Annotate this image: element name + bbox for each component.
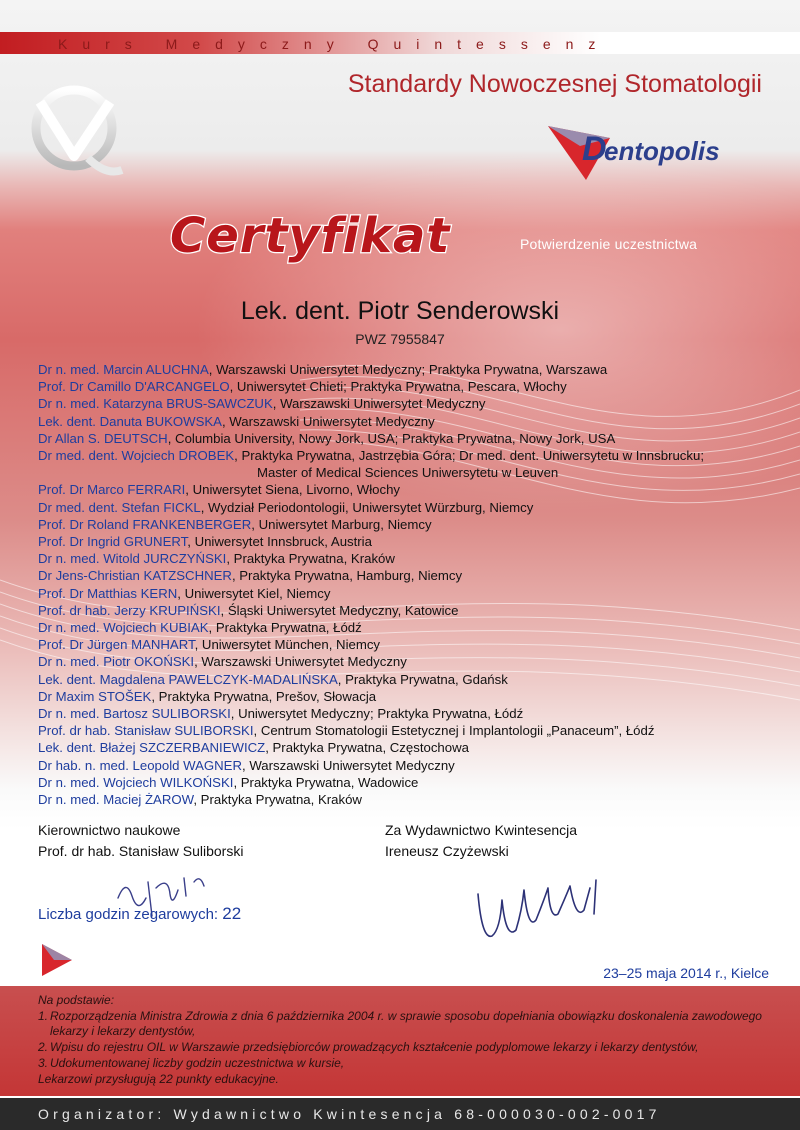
lecturer-affiliation: , Praktyka Prywatna, Częstochowa	[265, 740, 469, 756]
lecturer-affiliation: , Warszawski Uniwersytet Medyczny	[242, 757, 455, 773]
lecturer-item	[38, 499, 788, 516]
lecturer-affiliation: , Praktyka Prywatna, Wadowice	[233, 774, 419, 790]
hours-label: Liczba godzin zegarowych:	[38, 906, 219, 923]
lecturer-affiliation: , Uniwersytet Chieti; Praktyka Prywatna, Pescara, Włochy	[229, 379, 567, 395]
scientific-director-name: Prof. dr hab. Stanisław Suliborski	[38, 843, 244, 859]
program-title: Standardy Nowoczesnej Stomatologii	[347, 70, 762, 98]
lecturer-item	[38, 636, 788, 653]
lecturer-affiliation: , Uniwersytet Kiel, Niemcy	[177, 585, 331, 601]
legal-basis-item	[38, 1040, 768, 1056]
lecturer-item	[38, 550, 788, 567]
lecturer-affiliation: , Warszawski Uniwersytet Medyczny	[221, 413, 435, 429]
legal-basis-item	[38, 1056, 768, 1072]
lecturer-affiliation: , Warszawski Uniwersytet Medyczny	[194, 654, 407, 670]
lecturer-affiliation: , Śląski Uniwersytet Medyczny, Katowice	[220, 602, 459, 618]
lecturer-title: Dr n. med. Piotr OKOŃSKI	[38, 654, 195, 670]
lecturer-item	[38, 533, 788, 550]
dentopolis-initial: D	[582, 130, 607, 168]
lecturer-title: Dr n. med. Bartosz SULIBORSKI	[38, 706, 231, 722]
legal-basis-list	[38, 1009, 768, 1072]
lecturer-item	[38, 602, 788, 619]
lecturer-item	[38, 585, 788, 602]
lecturer-affiliation: , Praktyka Prywatna, Gdańsk	[337, 671, 508, 687]
lecturer-affiliation: , Praktyka Prywatna, Kraków	[193, 792, 362, 808]
legal-basis-number: 3.	[38, 1055, 49, 1070]
lecturer-title: Prof. dr hab. Stanisław SULIBORSKI	[38, 723, 254, 739]
lecturer-affiliation: , Praktyka Prywatna, Hamburg, Niemcy	[231, 568, 463, 584]
lecturer-item	[38, 395, 788, 412]
lecturer-item	[38, 430, 788, 447]
legal-basis	[38, 993, 768, 1087]
lecturer-title: Dr n. med. Maciej ŻAROW	[38, 792, 194, 808]
lecturer-affiliation: , Uniwersytet München, Niemcy	[194, 637, 381, 653]
lecturer-title: Prof. Dr Camillo D'ARCANGELO	[38, 379, 230, 395]
lecturer-title: Dr n. med. Witold JURCZYŃSKI	[38, 551, 227, 567]
legal-basis-number: 2.	[38, 1040, 49, 1055]
dentopolis-logo-icon	[540, 120, 765, 190]
lecturer-title: Dr n. med. Marcin ALUCHNA	[38, 362, 209, 377]
lecturer-item	[38, 567, 788, 584]
signature-publisher	[472, 870, 622, 950]
lecturer-item	[38, 413, 788, 430]
date-and-place: 23–25 maja 2014 r., Kielce	[603, 965, 769, 981]
legal-basis-item	[38, 1009, 768, 1040]
lecturer-affiliation-continued: Master of Medical Sciences Uniwersytetu w Leuven	[257, 465, 559, 481]
lecturer-affiliation: , Uniwersytet Marburg, Niemcy	[251, 516, 432, 532]
lecturer-title: Lek. dent. Magdalena PAWELCZYK-MADALIŃSKA	[38, 671, 338, 687]
lecturer-title: Dr Jens-Christian KATZSCHNER	[38, 568, 232, 584]
lecturer-item	[38, 653, 788, 670]
lecturer-affiliation: , Praktyka Prywatna, Łódź	[208, 620, 362, 636]
lecturer-title: Prof. Dr Matthias KERN	[38, 585, 178, 601]
organizer-footer: Organizator: Wydawnictwo Kwintesencja 68-000030-002-0017	[38, 1106, 661, 1122]
publisher-name: Ireneusz Czyżewski	[385, 843, 509, 859]
lecturer-item	[38, 688, 788, 705]
lecturer-title: Dr n. med. Wojciech KUBIAK	[38, 620, 209, 636]
lecturer-affiliation: , Wydział Periodontologii, Uniwersytet Würzburg, Niemcy	[200, 499, 534, 515]
legal-basis-heading: Na podstawie:	[38, 993, 115, 1007]
lecturer-item	[38, 516, 788, 533]
legal-basis-number: 1.	[38, 1008, 49, 1023]
lecturer-affiliation: , Warszawski Uniwersytet Medyczny; Praktyka Prywatna, Warszawa	[208, 362, 608, 377]
lecturer-affiliation: , Praktyka Prywatna, Kraków	[226, 551, 395, 567]
lecturer-title: Prof. Dr Marco FERRARI	[38, 482, 186, 498]
dentopolis-wordmark: entopolis	[604, 136, 720, 166]
certificate-heading-text: Certyfikat	[170, 208, 451, 264]
certificate-heading	[166, 200, 518, 270]
lecturer-item	[38, 791, 788, 808]
lecturer-item	[38, 739, 788, 756]
lecturer-item	[38, 757, 788, 774]
lecturer-title: Prof. Dr Jürgen MANHART	[38, 637, 195, 653]
lecturer-item	[38, 774, 788, 791]
lecturer-title: Dr Allan S. DEUTSCH	[38, 430, 168, 446]
lecturer-title: Dr hab. n. med. Leopold WAGNER	[38, 757, 243, 773]
lecturer-title: Dr n. med. Wojciech WILKOŃSKI	[38, 774, 234, 790]
lecturer-title: Prof. Dr Ingrid GRUNERT	[38, 534, 188, 550]
lecturer-item	[38, 619, 788, 636]
arrow-icon	[38, 940, 76, 980]
legal-basis-text: Udokumentowanej liczby godzin uczestnictwa w kursie,	[50, 1055, 345, 1070]
lecturer-item	[38, 361, 788, 378]
lecturer-item	[38, 722, 788, 739]
scientific-director-label: Kierownictwo naukowe	[38, 822, 181, 838]
lecturer-title: Dr med. dent. Wojciech DROBEK	[38, 448, 235, 464]
lecturer-item	[38, 481, 788, 498]
lecturer-title: Dr n. med. Katarzyna BRUS-SAWCZUK	[38, 396, 273, 412]
lecturer-affiliation: , Praktyka Prywatna, Jastrzębia Góra; Dr med. dent. Uniwersytetu w Innsbrucku;	[234, 448, 704, 464]
lecturer-item	[38, 705, 788, 722]
legal-basis-text: Wpisu do rejestru OIL w Warszawie przedsiębiorców prowadzących kształcenie podyplomowe lekarzy i lekarzy dentystów,	[50, 1040, 699, 1055]
hours-value: 22	[222, 904, 242, 923]
lecturer-item	[38, 671, 788, 688]
lecturer-title: Lek. dent. Błażej SZCZERBANIEWICZ	[38, 740, 266, 756]
lecturer-item	[38, 378, 788, 395]
lecturer-affiliation: , Uniwersytet Siena, Livorno, Włochy	[185, 482, 401, 498]
lecturer-title: Dr med. dent. Stefan FICKL	[38, 499, 201, 515]
course-series: Kurs Medyczny Quintessenz	[58, 36, 611, 52]
lecturer-title: Prof. dr hab. Jerzy KRUPIŃSKI	[38, 602, 221, 618]
lecturer-list	[38, 361, 788, 808]
lecturer-affiliation: , Praktyka Prywatna, Prešov, Słowacja	[151, 688, 377, 704]
lecturer-affiliation: , Columbia University, Nowy Jork, USA; Praktyka Prywatna, Nowy Jork, USA	[167, 430, 616, 446]
license-number: PWZ 7955847	[355, 331, 445, 347]
lecturer-title: Dr Maxim STOŠEK	[38, 688, 152, 704]
lecturer-affiliation: , Centrum Stomatologii Estetycznej i Implantologii „Panaceum”, Łódź	[253, 723, 655, 739]
lecturer-affiliation: , Uniwersytet Medyczny; Praktyka Prywatna, Łódź	[230, 706, 524, 722]
lecturer-item	[38, 447, 788, 481]
lecturer-title: Prof. Dr Roland FRANKENBERGER	[38, 516, 252, 532]
lecturer-title: Lek. dent. Danuta BUKOWSKA	[38, 413, 222, 429]
legal-basis-text: Rozporządzenia Ministra Zdrowia z dnia 6 października 2004 r. w sprawie sposobu dopełniania obowiązku doskonalenia zawodowego lekarzy i lekarzy dentystów,	[50, 1008, 762, 1039]
hours-info	[38, 904, 241, 924]
education-points: Lekarzowi przysługują 22 punkty edukacyjne.	[38, 1071, 279, 1086]
publisher-label: Za Wydawnictwo Kwintesencja	[385, 822, 578, 838]
lecturer-affiliation: , Uniwersytet Innsbruck, Austria	[187, 534, 372, 550]
lecturer-affiliation: , Warszawski Uniwersytet Medyczny	[272, 396, 486, 412]
certificate-subheading: Potwierdzenie uczestnictwa	[520, 236, 698, 252]
quintessenz-logo-icon	[28, 80, 124, 180]
recipient-name: Lek. dent. Piotr Senderowski	[240, 297, 560, 325]
